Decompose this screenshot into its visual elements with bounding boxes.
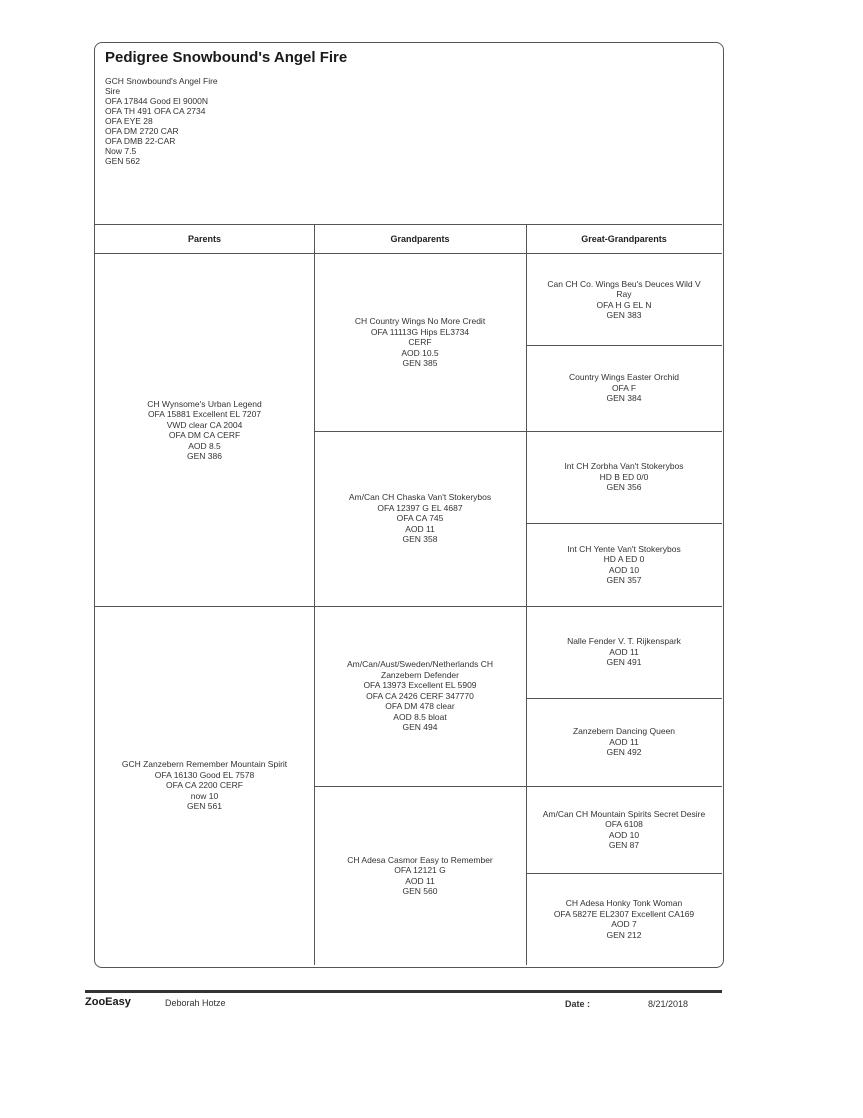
pedigree-line: OFA 15881 Excellent EL 7207 (147, 409, 262, 419)
grandparent-cell (314, 606, 526, 786)
info-line: GCH Snowbound's Angel Fire (105, 76, 218, 86)
pedigree-line: OFA H G EL N (596, 299, 652, 310)
pedigree-line: GEN 385 (402, 358, 438, 369)
info-line: OFA DMB 22-CAR (105, 136, 176, 146)
column-header-grandparents: Grandparents (314, 224, 526, 254)
info-line: OFA EYE 28 (105, 116, 153, 126)
info-line: OFA 17844 Good El 9000N (105, 96, 209, 106)
pedigree-line: AOD 10.5 (401, 347, 439, 358)
pedigree-line: Ray (616, 289, 632, 299)
pedigree-line: AOD 10 (608, 564, 640, 575)
pedigree-line: OFA 13973 Excellent EL 5909 (363, 680, 477, 691)
info-line: Sire (105, 86, 121, 96)
pedigree-line: GEN 384 (606, 393, 642, 404)
pedigree-line: Am/Can CH Mountain Spirits Secret Desire (542, 808, 706, 819)
great-grandparent-cell (526, 254, 722, 345)
pedigree-line: GCH Zanzebern Remember Mountain Spirit (121, 759, 288, 770)
pedigree-line: CH Wynsome's Urban Legend (147, 398, 262, 409)
pedigree-line: OFA 16130 Good EL 7578 (154, 769, 255, 780)
pedigree-line: GEN 492 (606, 747, 642, 758)
grandparent-cell (314, 254, 526, 431)
great-grandparent-cell (526, 786, 722, 873)
page-title: Pedigree Snowbound's Angel Fire (105, 49, 348, 66)
pedigree-line: GEN 356 (606, 482, 642, 493)
info-line: OFA DM 2720 CAR (105, 126, 179, 136)
pedigree-line: AOD 11 (609, 736, 639, 747)
date-value: 8/21/2018 (648, 999, 689, 1009)
sire-info (105, 76, 705, 166)
info-line: Now 7.5 (105, 146, 137, 156)
pedigree-line: GEN 358 (402, 534, 438, 545)
pedigree-line: Int CH Zorbha Van't Stokerybos (564, 461, 684, 472)
pedigree-line: GEN 212 (606, 929, 642, 940)
pedigree-line: HD A ED 0 (603, 554, 645, 564)
pedigree-line: AOD 11 (405, 875, 435, 886)
parent-cell (95, 606, 314, 965)
great-grandparent-cell (526, 345, 722, 431)
pedigree-line: AOD 8.5 (188, 440, 221, 451)
pedigree-line: CERF (408, 337, 432, 348)
pedigree-line: Am/Can CH Chaska Van't Stokerybos (348, 492, 492, 503)
pedigree-line: OFA 12121 G (394, 865, 446, 875)
column-header-great-grandparents: Great-Grandparents (526, 224, 722, 254)
great-grandparent-cell (526, 431, 722, 523)
great-grandparent-cell (526, 606, 722, 698)
brand-logo: ZooEasy (85, 996, 131, 1008)
pedigree-line: Country Wings Easter Orchid (568, 372, 680, 383)
pedigree-line: OFA F (611, 382, 637, 393)
pedigree-line: OFA DM CA CERF (168, 430, 241, 440)
pedigree-line: AOD 11 (405, 523, 435, 534)
pedigree-line: Zanzebern Dancing Queen (572, 726, 676, 737)
pedigree-line: Int CH Yente Van't Stokerybos (567, 543, 681, 554)
pedigree-line: CH Country Wings No More Credit (354, 316, 486, 327)
grandparent-cell (314, 431, 526, 606)
pedigree-line: OFA 11113G Hips EL3734 (370, 326, 470, 337)
pedigree-line: GEN 561 (187, 801, 222, 812)
pedigree-line: CH Adesa Casmor Easy to Remember (347, 854, 493, 865)
pedigree-line: Nalle Fender V. T. Rijkenspark (567, 636, 681, 647)
column-header-parents: Parents (95, 224, 314, 254)
info-line: OFA TH 491 OFA CA 2734 (105, 106, 206, 116)
pedigree-line: AOD 8.5 bloat (393, 711, 447, 722)
pedigree-line: OFA 5827E EL2307 Excellent CA169 (553, 908, 695, 919)
pedigree-line: GEN 87 (608, 840, 640, 850)
pedigree-line: Zanzebern Defender (381, 669, 459, 680)
grandparent-cell (314, 786, 526, 965)
pedigree-line: OFA CA 2426 CERF 347770 (366, 690, 474, 701)
pedigree-line: OFA CA 745 (396, 513, 444, 524)
pedigree-line: GEN 491 (606, 657, 642, 668)
pedigree-line: VWD clear CA 2004 (166, 419, 243, 430)
pedigree-line: GEN 494 (402, 722, 438, 733)
owner-name: Deborah Hotze (165, 998, 226, 1008)
pedigree-line: OFA CA 2200 CERF (165, 780, 243, 791)
pedigree-line: AOD 11 (609, 646, 639, 657)
pedigree-line: Am/Can/Aust/Sweden/Netherlands CH (347, 659, 493, 670)
pedigree-line: GEN 386 (187, 451, 222, 461)
pedigree-line: HD B ED 0/0 (599, 471, 649, 482)
great-grandparent-cell (526, 873, 722, 965)
pedigree-line: AOD 10 (608, 829, 640, 840)
pedigree-line: Can CH Co. Wings Beu's Deuces Wild V (547, 278, 701, 289)
pedigree-line: OFA 6108 (605, 819, 643, 829)
date-label: Date : (565, 999, 591, 1009)
pedigree-line: AOD 7 (611, 919, 637, 929)
pedigree-line: GEN 383 (606, 310, 642, 320)
great-grandparent-cell (526, 523, 722, 606)
info-line: GEN 562 (105, 156, 140, 166)
parent-cell (95, 254, 314, 606)
pedigree-header (105, 49, 705, 166)
pedigree-line: GEN 560 (402, 886, 438, 896)
pedigree-line: OFA 12397 G EL 4687 (377, 502, 463, 513)
pedigree-frame (94, 42, 724, 968)
pedigree-line: CH Adesa Honky Tonk Woman (565, 898, 683, 908)
pedigree-line: now 10 (190, 790, 219, 801)
pedigree-line: OFA DM 478 clear (385, 701, 455, 712)
great-grandparent-cell (526, 698, 722, 786)
pedigree-line: GEN 357 (606, 575, 642, 585)
footer-rule (85, 990, 722, 993)
